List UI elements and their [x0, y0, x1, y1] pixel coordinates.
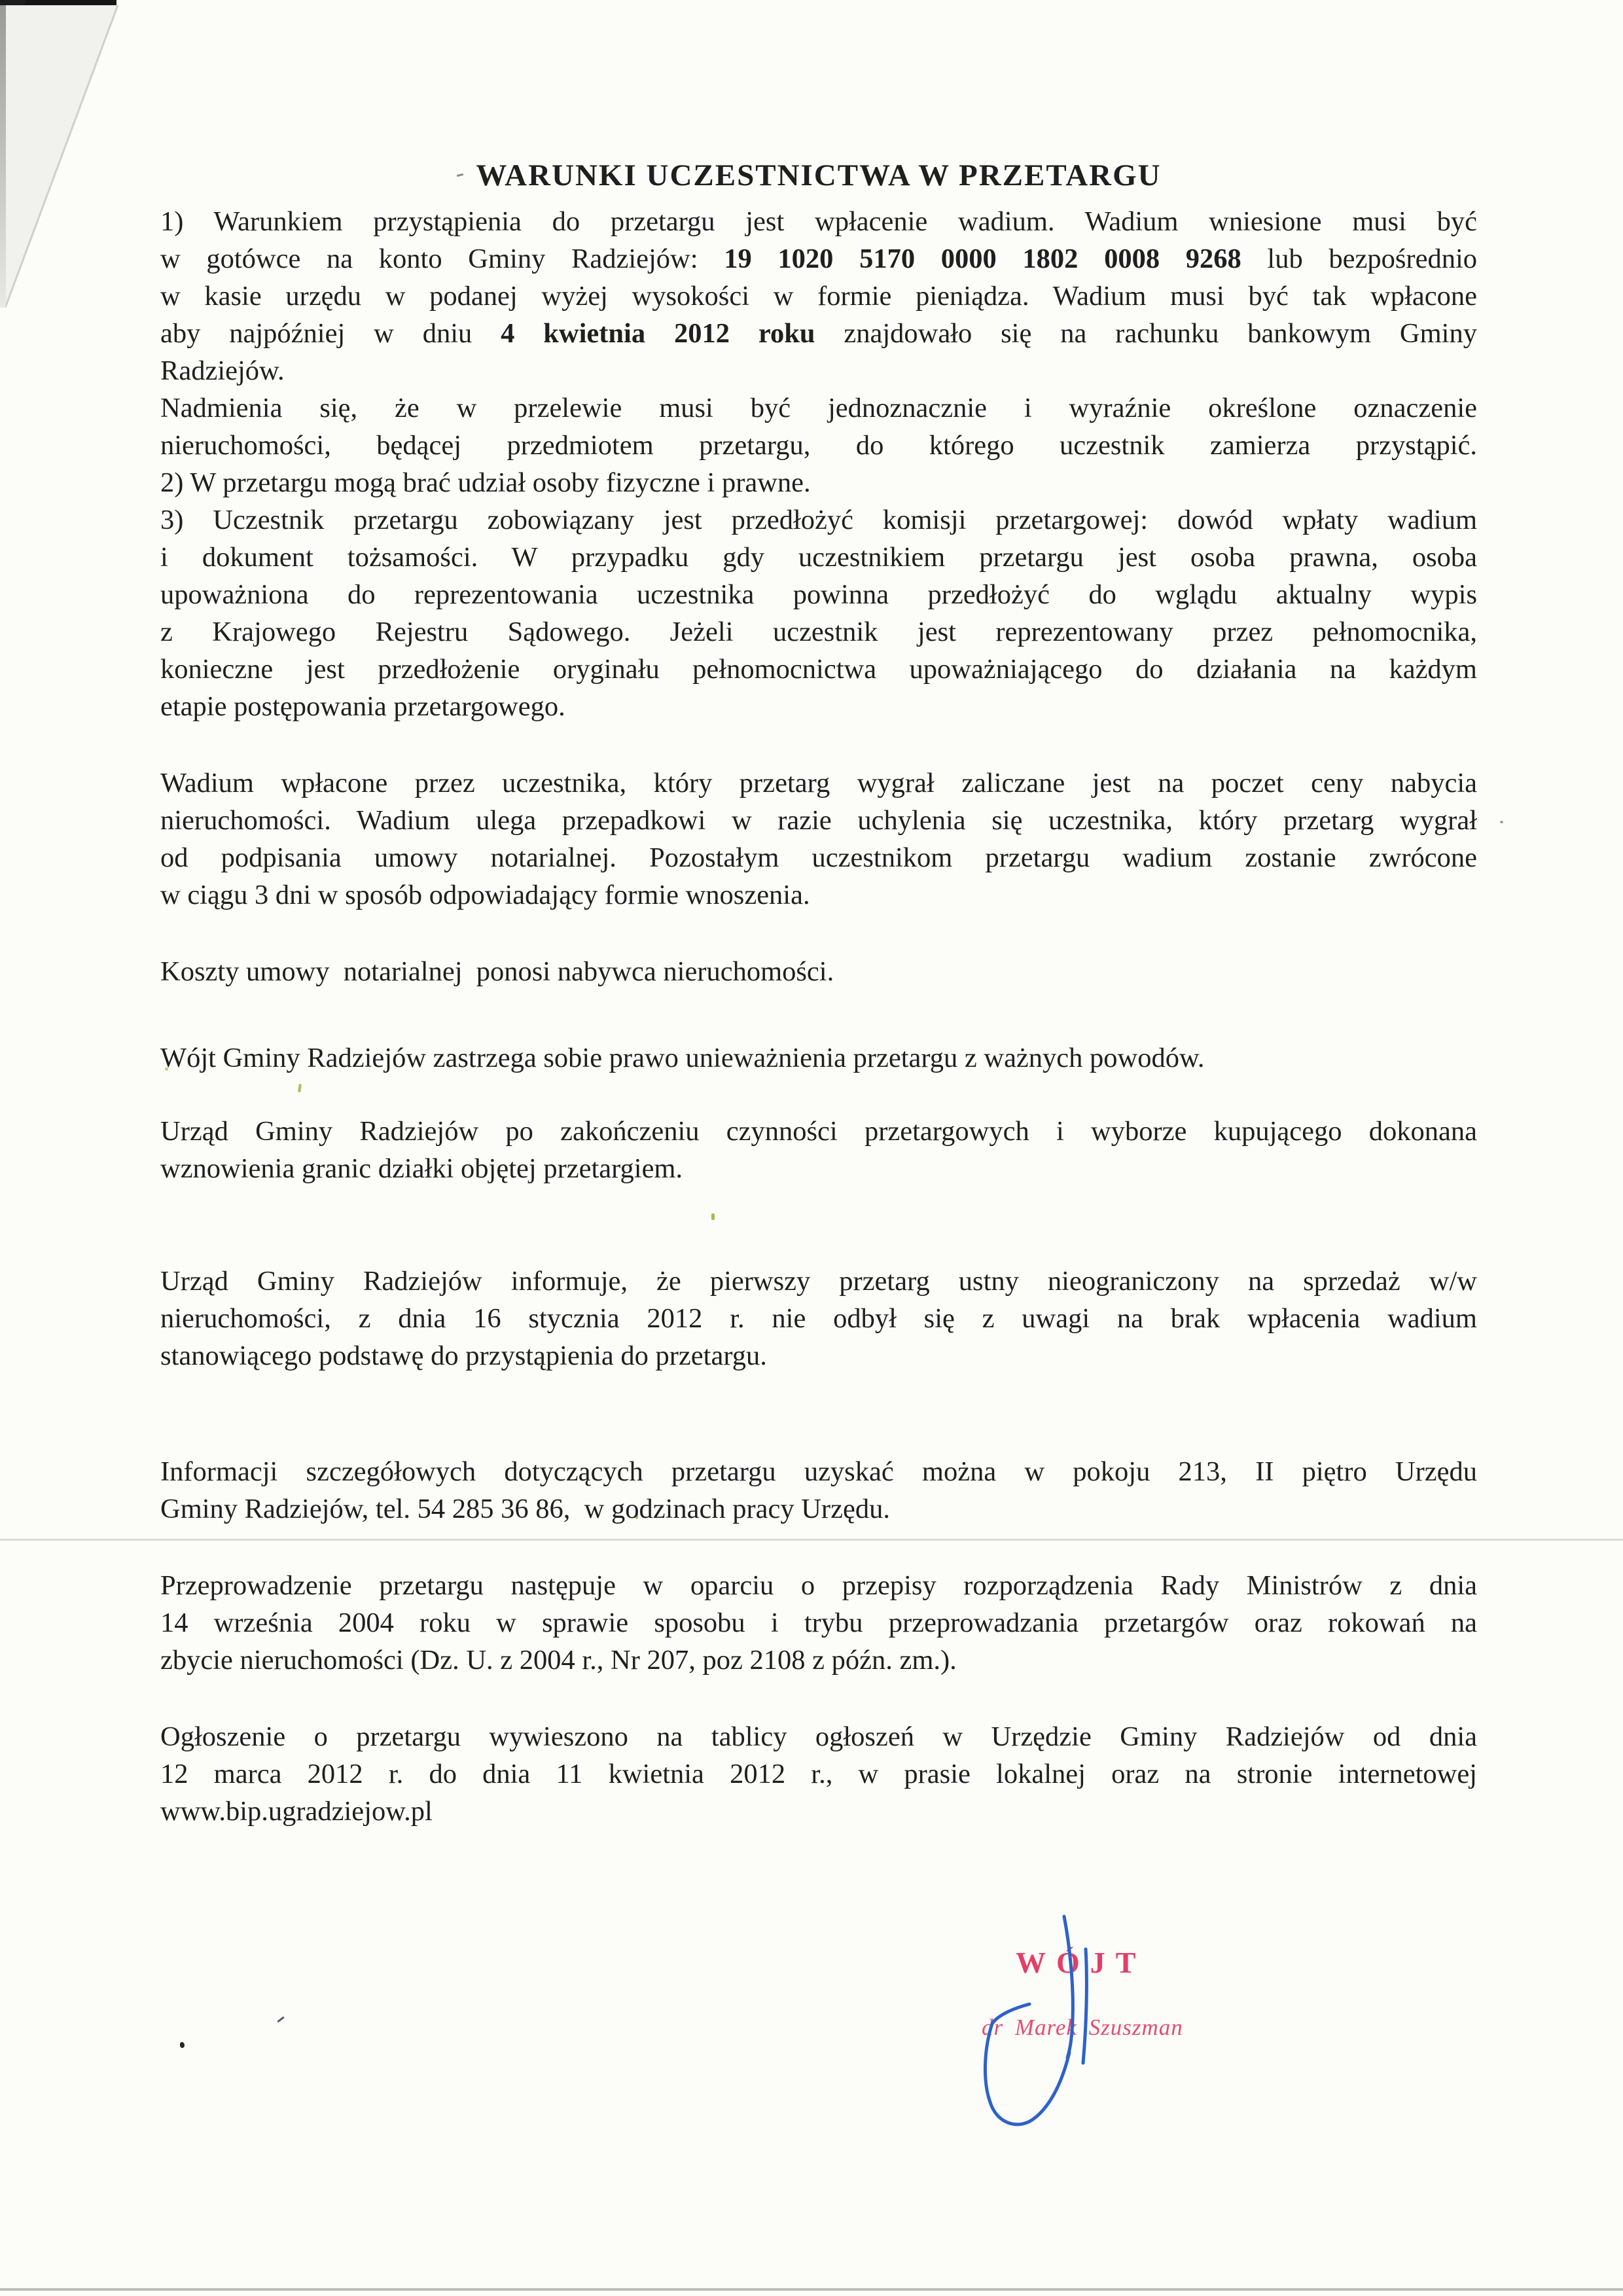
doc-line: [160, 1490, 1477, 1528]
text: Gminy Radziejów, tel. 54 285 36 86, w godzinach pracy Urzędu.: [160, 1494, 890, 1524]
text: nieruchomości, będącej przedmiotem przetargu, do którego uczestnik zamierza przystąpić.: [160, 430, 1477, 461]
paragraph: [160, 953, 1477, 990]
bold-text: 4 kwietnia 2012 roku: [501, 318, 815, 349]
doc-line: [160, 278, 1477, 315]
paragraphs-container: [160, 203, 1477, 1830]
doc-line: [160, 1718, 1477, 1755]
paragraph: [160, 1263, 1477, 1374]
text: Nadmienia się, że w przelewie musi być jednoznacznie i wyraźnie określone oznaczenie: [160, 393, 1477, 423]
text: Informacji szczegółowych dotyczących przetargu uzyskać można w pokoju 213, II piętro Urzędu: [160, 1456, 1477, 1487]
paragraph: [160, 464, 1477, 501]
text: Urząd Gminy Radziejów po zakończeniu czynności przetargowych i wyborze kupującego dokonana: [160, 1116, 1477, 1147]
doc-line: [160, 464, 1477, 501]
text: z Krajowego Rejestru Sądowego. Jeżeli uczestnik jest reprezentowany przez pełnomocnika,: [160, 617, 1477, 647]
text: aby najpóźniej w dniu: [160, 318, 501, 349]
text: 3) Uczestnik przetargu zobowiązany jest przedłożyć komisji przetargowej: dowód wpłaty wadium: [160, 505, 1477, 535]
text: 2) W przetargu mogą brać udział osoby fizyczne i prawne.: [160, 467, 811, 498]
paragraph: [160, 1453, 1477, 1528]
text: wznowienia granic działki objętej przetargiem.: [160, 1153, 683, 1184]
paragraph: [160, 1113, 1477, 1187]
doc-line: [160, 1263, 1477, 1300]
text: lub bezpośrednio: [1241, 243, 1478, 274]
doc-line: [160, 1453, 1477, 1490]
scan-speck: [1500, 821, 1503, 823]
document-title: WARUNKI UCZESTNICTWA W PRZETARGU: [476, 158, 1162, 192]
doc-line: [160, 802, 1477, 839]
paragraph: [160, 764, 1477, 914]
doc-line: [160, 1755, 1477, 1793]
ink-speck: [180, 2042, 185, 2048]
text: 1) Warunkiem przystąpienia do przetargu jest wpłacenie wadium. Wadium wniesione musi być: [160, 206, 1477, 237]
doc-line: [160, 953, 1477, 990]
text: Ogłoszenie o przetargu wywieszono na tablicy ogłoszeń w Urzędzie Gminy Radziejów od dnia: [160, 1721, 1477, 1752]
scan-edge-strip: [0, 5, 6, 308]
doc-line: [160, 1641, 1477, 1679]
doc-line: [160, 1300, 1477, 1337]
text: nieruchomości. Wadium ulega przepadkowi w razie uchylenia się uczestnika, który przetarg wygrał: [160, 805, 1477, 836]
doc-line: [160, 651, 1477, 688]
text: zbycie nieruchomości (Dz. U. z 2004 r., Nr 207, poz 2108 z późn. zm.).: [160, 1645, 957, 1676]
ink-speck: [277, 2017, 284, 2023]
paragraph: [160, 203, 1477, 389]
doc-line: [160, 1039, 1477, 1077]
doc-line: [160, 203, 1477, 240]
text: w gotówce na konto Gminy Radziejów:: [160, 243, 724, 274]
doc-line: [160, 1337, 1477, 1374]
bold-text: 19 1020 5170 0000 1802 0008 9268: [724, 243, 1241, 274]
paragraph: [160, 389, 1477, 464]
doc-line: [160, 539, 1477, 576]
text: stanowiącego podstawę do przystąpienia do przetargu.: [160, 1340, 767, 1371]
handwritten-signature: [942, 1878, 1243, 2160]
doc-line: [160, 1150, 1477, 1187]
doc-line: [160, 427, 1477, 464]
text: 14 września 2004 roku w sprawie sposobu i trybu przeprowadzania przetargów oraz rokowań na: [160, 1607, 1477, 1638]
doc-line: [160, 1113, 1477, 1150]
doc-line: [160, 688, 1477, 725]
paragraph: [160, 1567, 1477, 1679]
text: w kasie urzędu w podanej wyżej wysokości w formie pieniądza. Wadium musi być tak wpłacone: [160, 281, 1477, 312]
paragraph: [160, 1039, 1477, 1077]
text: upoważniona do reprezentowania uczestnika powinna przedłożyć do wglądu aktualny wypis: [160, 579, 1477, 610]
doc-line: [160, 1604, 1477, 1641]
text: Urząd Gminy Radziejów informuje, że pierwszy przetarg ustny nieograniczony na sprzedaż w/w: [160, 1266, 1477, 1297]
text: znajdowało się na rachunku bankowym Gminy: [815, 318, 1477, 349]
doc-line: [160, 1793, 1477, 1830]
text: nieruchomości, z dnia 16 stycznia 2012 r. nie odbył się z uwagi na brak wpłacenia wadium: [160, 1303, 1477, 1334]
text: 12 marca 2012 r. do dnia 11 kwietnia 2012 r., w prasie lokalnej oraz na stronie internetowej: [160, 1759, 1477, 1789]
paragraph: [160, 1718, 1477, 1830]
text: i dokument tożsamości. W przypadku gdy uczestnikiem przetargu jest osoba prawna, osoba: [160, 542, 1477, 573]
doc-line: [160, 240, 1477, 278]
scan-bottom-edge: [0, 2288, 1623, 2291]
paragraph: [160, 501, 1477, 725]
mayor-stamp-name: dr Marek Szuszman: [982, 2015, 1183, 2040]
text: Wójt Gminy Radziejów zastrzega sobie prawo unieważnienia przetargu z ważnych powodów.: [160, 1043, 1205, 1073]
text: www.bip.ugradziejow.pl: [160, 1796, 433, 1827]
document-body: [160, 157, 1477, 1830]
doc-line: [160, 315, 1477, 352]
doc-line: [160, 576, 1477, 613]
mayor-stamp-title: WÓJT: [1016, 1946, 1147, 1979]
text: Przeprowadzenie przetargu następuje w oparciu o przepisy rozporządzenia Rady Ministrów z dnia: [160, 1570, 1477, 1601]
text: Wadium wpłacone przez uczestnika, który przetarg wygrał zaliczane jest na poczet ceny nabycia: [160, 768, 1477, 798]
doc-line: [160, 613, 1477, 651]
doc-line: [160, 839, 1477, 876]
text: od podpisania umowy notarialnej. Pozostałym uczestnikom przetargu wadium zostanie zwrócone: [160, 842, 1477, 873]
text: w ciągu 3 dni w sposób odpowiadający formie wnoszenia.: [160, 880, 810, 910]
doc-line: [160, 876, 1477, 914]
text: Koszty umowy notarialnej ponosi nabywca nieruchomości.: [160, 956, 834, 987]
scan-corner-wedge: [0, 0, 131, 314]
text: etapie postępowania przetargowego.: [160, 691, 565, 722]
doc-line: [160, 501, 1477, 539]
text: Radziejów.: [160, 355, 285, 386]
text: konieczne jest przedłożenie oryginału pełnomocnictwa upoważniającego do działania na każdym: [160, 654, 1477, 685]
doc-line: [160, 764, 1477, 802]
doc-line: [160, 389, 1477, 427]
doc-line: [160, 1567, 1477, 1604]
doc-line: [160, 352, 1477, 389]
